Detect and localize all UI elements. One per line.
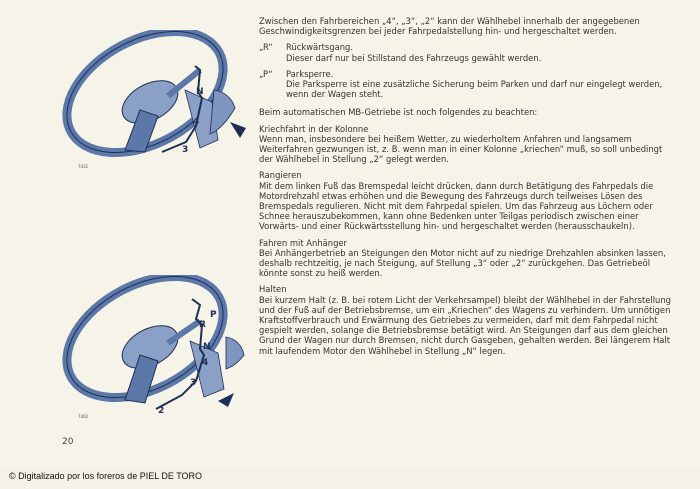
section-text-rangieren: Mit dem linken Fuß das Bremspedal leicht drücken, dann durch Betätigung des Fahrpedals die Motordrehzahl etwas erhöhen und die Bewegung des Fahrzeugs durch teilweises Lösen des Bremspedals regulieren. Nicht mit dem Fahrpedal spielen. Um das Fahrzeug aus Löchern oder Schnee herauszubekommen, kann ohne Bedenken unter Teilgas periodisch zwischen einer Vorwärts- und einer Rückwärtsstellung hin- und hergeschaltet werden (herausschaukeln). <box>259 180 654 232</box>
gear-label-4-bottom: 4 <box>202 358 209 368</box>
item-r <box>259 42 677 62</box>
steering-wheel-illustration-bottom <box>50 275 260 425</box>
figure-number-top: 7431 <box>78 164 89 169</box>
item-r-title: Rückwärtsgang. <box>286 42 354 53</box>
section-heading-halten: Halten <box>259 284 287 295</box>
intro-paragraph: Zwischen den Fahrbereichen „4“, „3“, „2“ kann der Wählhebel innerhalb der angegebenen Geschwindigkeitsgrenzen bei jeder Fahrpedalstellung hin- und hergeschaltet werden. <box>259 16 640 37</box>
gear-label-3: 3 <box>182 145 189 155</box>
item-p-key: „P“ <box>259 68 273 79</box>
gear-label-n-bottom: N <box>203 342 211 352</box>
section-text-anhaenger: Bei Anhängerbetrieb an Steigungen den Motor nicht auf zu niedrige Drehzahlen absinken lassen, deshalb rechtzeitig, je nach Steigung, auf Stellung „3“ oder „2“ zurückgehen. Das Getriebeöl könnte sonst zu heiß werden. <box>259 247 666 279</box>
section-heading-kriechfahrt: Kriechfahrt in der Kolonne <box>259 123 369 134</box>
text-column <box>259 16 677 356</box>
item-p-title: Parksperre. <box>286 68 334 79</box>
item-r-key: „R“ <box>259 42 273 53</box>
figure-number-bottom: 7462 <box>78 414 89 419</box>
scan-credit: © Digitalizado por los foreros de PIEL DE TORO <box>9 471 203 481</box>
item-r-text: Dieser darf nur bei Stillstand des Fahrzeugs gewählt werden. <box>286 52 542 63</box>
steering-wheel-drawing-bottom <box>50 275 260 425</box>
gear-label-r: R <box>199 320 206 330</box>
item-p-text: Die Parksperre ist eine zusätzliche Sicherung beim Parken und darf nur eingelegt werden, wenn der Wagen steht. <box>286 79 663 100</box>
notice-line: Beim automatischen MB-Getriebe ist noch folgendes zu beachten: <box>259 107 538 118</box>
section-heading-anhaenger: Fahren mit Anhänger <box>259 237 347 248</box>
section-text-halten: Bei kurzem Halt (z. B. bei rotem Licht der Verkehrsampel) bleibt der Wählhebel in der Fahrstellung und der Fuß auf der Betriebsbremse, um ein „Kriechen“ des Wagens zu verhindern. Um unnötigen Kraftstoffverbrauch und Erwärmung des Getriebes zu vermeiden, darf mit dem Fahrpedal nicht gespielt werden, solange die Betriebsbremse betätigt wird. An Steigungen darf aus dem gleichen Grund der Wagen nur durch Bremsen, nicht durch Gasgeben, gehalten werden. Bei längerem Halt mit laufendem Motor den Wählhebel in Stellung „N“ legen. <box>259 294 671 356</box>
gear-label-3-bottom: 3 <box>190 378 197 388</box>
item-p <box>259 69 677 100</box>
steering-wheel-drawing-top <box>50 30 260 170</box>
page-number: 20 <box>62 437 74 447</box>
gear-label-4: 4 <box>193 117 200 127</box>
gear-label-p: P <box>210 310 217 320</box>
gear-label-2-bottom: 2 <box>158 406 165 416</box>
steering-wheel-illustration-top <box>50 30 260 170</box>
gear-label-n: N <box>196 87 204 97</box>
section-heading-rangieren: Rangieren <box>259 170 302 181</box>
section-text-kriechfahrt: Wenn man, insbesondere bei heißem Wetter, zu wiederholtem Anfahren und langsamem Weiterfahren gezwungen ist, z. B. wenn man in einer Kolonne „kriechen“ muß, so soll unbedingt der Wählhebel in Stellung „2“ gelegt werden. <box>259 133 663 165</box>
